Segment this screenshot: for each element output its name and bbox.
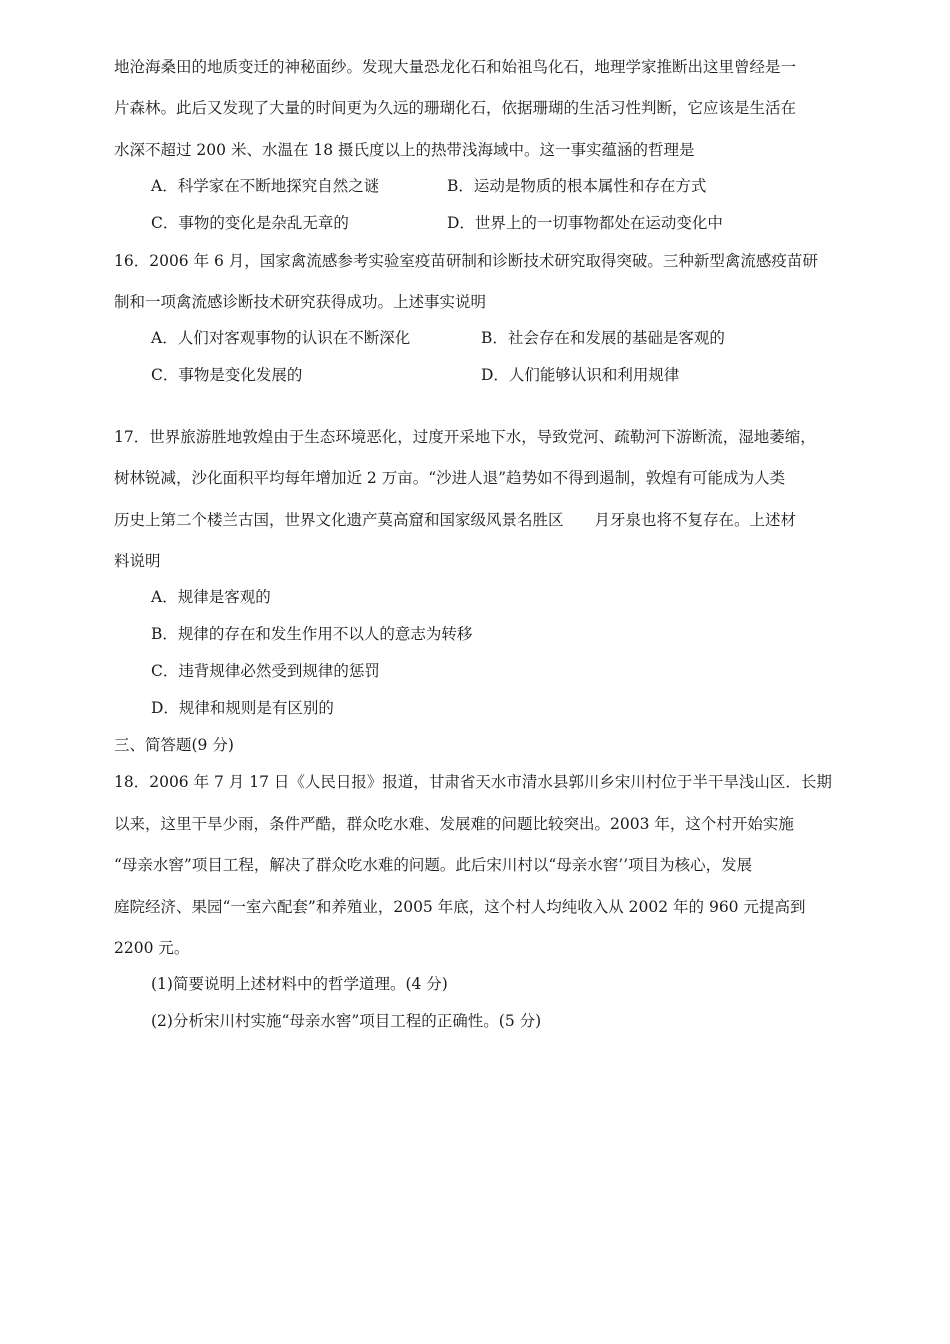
q15-option-d: D．世界上的一切事物都处在运动变化中 [447, 214, 723, 232]
q18-text-line-3: “母亲水窖”项目工程，解决了群众吃水难的问题。此后宋川村以“母亲水窖’’项目为核心，发展 [114, 856, 753, 874]
q18-sub-question-1: (1)简要说明上述材料中的哲学道理。(4 分) [151, 975, 448, 993]
q15-option-a: A．科学家在不断地探究自然之谜 [151, 177, 380, 195]
q18-text-line-4: 庭院经济、果园“一室六配套”和养殖业，2005 年底，这个村人均纯收入从 2002 年的 960 元提高到 [114, 898, 806, 916]
q17-option-a: A．规律是客观的 [151, 588, 271, 606]
q18-text-line-2: 以来，这里干旱少雨，条件严酷，群众吃水难、发展难的问题比较突出。2003 年，这个村开始实施 [114, 815, 794, 833]
q16-option-c: C．事物是变化发展的 [151, 366, 303, 384]
q15-text-line-1: 地沧海桑田的地质变迁的神秘面纱。发现大量恐龙化石和始祖鸟化石，地理学家推断出这里曾经是一 [114, 58, 797, 76]
q17-text-line-3: 历史上第二个楼兰古国，世界文化遗产莫高窟和国家级风景名胜区 月牙泉也将不复存在。上述材 [114, 511, 797, 529]
q17-text-line-2: 树林锐减，沙化面积平均每年增加近 2 万亩。“沙进人退”趋势如不得到遏制，敦煌有可能成为人类 [114, 469, 786, 487]
q15-text-line-3: 水深不超过 200 米、水温在 18 摄氏度以上的热带浅海域中。这一事实蕴涵的哲理是 [114, 141, 695, 159]
q15-option-b: B．运动是物质的根本属性和存在方式 [447, 177, 707, 195]
q17-text-line-4: 料说明 [114, 552, 161, 570]
q17-option-d: D．规律和规则是有区别的 [151, 699, 334, 717]
q16-option-b: B．社会存在和发展的基础是客观的 [481, 329, 725, 347]
q15-option-c: C．事物的变化是杂乱无章的 [151, 214, 349, 232]
q16-text-line-1: 16．2006 年 6 月，国家禽流感参考实验室疫苗研制和诊断技术研究取得突破。三种新型禽流感疫苗研 [114, 252, 818, 270]
q16-option-a: A．人们对客观事物的认识在不断深化 [151, 329, 411, 347]
section-3-heading: 三、简答题(9 分) [114, 736, 234, 754]
q18-sub-question-2: (2)分析宋川村实施“母亲水窖”项目工程的正确性。(5 分) [151, 1012, 542, 1030]
q17-text-line-1: 17．世界旅游胜地敦煌由于生态环境恶化，过度开采地下水，导致党河、疏勒河下游断流，湿地萎缩， [114, 428, 816, 446]
q16-option-d: D．人们能够认识和利用规律 [481, 366, 680, 384]
q18-text-line-1: 18．2006 年 7 月 17 日《人民日报》报道，甘肃省天水市清水县郭川乡宋川村位于半干旱浅山区．长期 [114, 773, 832, 791]
q18-text-line-5: 2200 元。 [114, 939, 190, 957]
q17-option-c: C．违背规律必然受到规律的惩罚 [151, 662, 380, 680]
q16-text-line-2: 制和一项禽流感诊断技术研究获得成功。上述事实说明 [114, 293, 487, 311]
q15-text-line-2: 片森林。此后又发现了大量的时间更为久远的珊瑚化石，依据珊瑚的生活习性判断，它应该是生活在 [114, 99, 797, 117]
q17-option-b: B．规律的存在和发生作用不以人的意志为转移 [151, 625, 473, 643]
